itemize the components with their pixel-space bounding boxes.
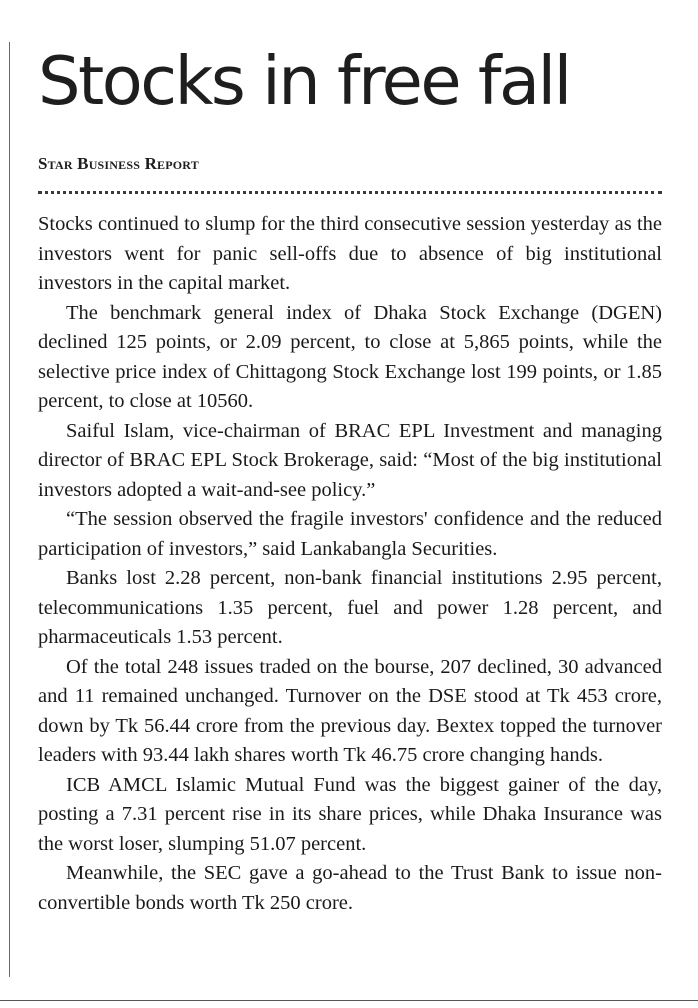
bottom-rule xyxy=(0,1000,698,1001)
article-paragraph: ICB AMCL Islamic Mutual Fund was the biggest gainer of the day, posting a 7.31 percent rise in its share prices, while Dhaka Insurance was the worst loser, slumping 51.07 percent. xyxy=(38,773,662,855)
article-paragraph: Of the total 248 issues traded on the bourse, 207 declined, 30 advanced and 11 remained unchanged. Turnover on the DSE stood at Tk 453 crore, down by Tk 56.44 crore from the previous day. Bextex topped the turnover leaders with 93.44 lakh shares worth Tk 46.75 crore changing hands. xyxy=(38,655,662,766)
article-paragraph: Meanwhile, the SEC gave a go-ahead to the Trust Bank to issue non-convertible bonds worth Tk 250 crore. xyxy=(38,862,662,914)
dotted-separator xyxy=(38,191,662,194)
headline: Stocks in free fall xyxy=(38,42,570,120)
article-body xyxy=(38,210,662,918)
article-paragraph: Stocks continued to slump for the third consecutive session yesterday as the investors went for panic sell-offs due to absence of big institutional investors in the capital market. xyxy=(38,213,662,294)
article-paragraph: Banks lost 2.28 percent, non-bank financial institutions 2.95 percent, telecommunications 1.35 percent, fuel and power 1.28 percent, and pharmaceuticals 1.53 percent. xyxy=(38,567,662,648)
article-paragraph: Saiful Islam, vice-chairman of BRAC EPL Investment and managing director of BRAC EPL Stock Brokerage, said: “Most of the big institutional investors adopted a wait-and-see policy.” xyxy=(38,419,662,501)
article-paragraph: “The session observed the fragile investors' confidence and the reduced participation of investors,” said Lankabangla Securities. xyxy=(38,508,662,560)
column-rule-left xyxy=(9,42,10,977)
byline: Star Business Report xyxy=(38,154,199,173)
article-paragraph: The benchmark general index of Dhaka Stock Exchange (DGEN) declined 125 points, or 2.09 percent, to close at 5,865 points, while the selective price index of Chittagong Stock Exchange lost 199 points, or 1.85 percent, to close at 10560. xyxy=(38,301,662,412)
